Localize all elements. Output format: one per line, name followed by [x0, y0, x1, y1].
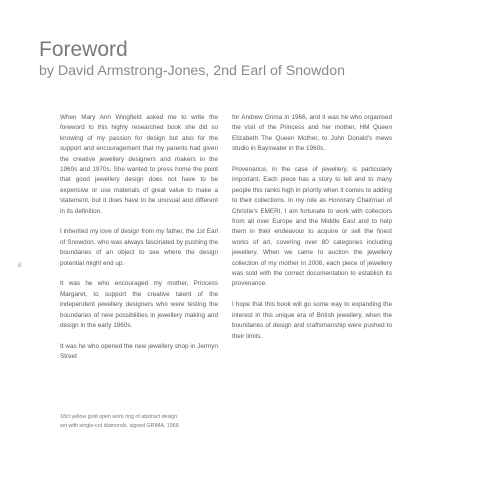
paragraph: When Mary Ann Wingfield asked me to write the foreword to this highly researched book she did so knowing of my passion for design but also for the support and encouragement that my parents had given the creative jewellery designers and makers in the 1960s and 1970s. She wanted to press home the point that good jewellery design does not have to be expensive or use materials of great value to make a statement, but it does have to be unusual and different in its definition.: [60, 114, 218, 215]
page-number: 8: [18, 262, 22, 269]
image-caption: [60, 413, 260, 431]
page-subtitle: by David Armstrong-Jones, 2nd Earl of Snowdon: [39, 63, 345, 79]
paragraph: It was he who encouraged my mother, Princess Margaret, to support the creative talent of the independent jewellery designers who were testing the boundaries of new possibilities in jewellery making and design in the early 1960s.: [60, 280, 218, 330]
paragraph: I inherited my love of design from my father, the 1st Earl of Snowdon, who was always fascinated by pushing the boundaries of an object to see where the design potential might end up.: [60, 228, 218, 267]
paragraph: I hope that this book will go some way to expanding the interest in this unique era of British jewellery, when the boundaries of design and craftsmanship were pushed to their limits.: [232, 301, 392, 340]
right-text-column: [232, 113, 392, 352]
caption-line: set with single-cut diamonds, signed GRIMA, 1968: [60, 422, 179, 429]
paragraph: It was he who opened the new jewellery shop in Jermyn Street: [60, 342, 218, 361]
caption-line: 18ct yellow gold open work ring of abstract design: [60, 414, 178, 420]
paragraph: Provenance, in the case of jewellery, is particularly important. Each piece has a story to tell and to many people this ranks high in priority when it comes to adding to their collections. In my role as Honorary Chairman of Christie's EMERI, I am fortunate to work with collectors from all over Europe and the Middle East and to help them in their endeavour to acquire or sell the finest works of art, covering over 80 categories including jewellery. When we came to auction the jewellery collection of my mother in 2006, each piece of jewellery was sold with the correct documentation to establish its provenance.: [232, 166, 392, 288]
left-text-column: [60, 113, 218, 373]
page-title: Foreword: [39, 38, 128, 61]
paragraph: for Andrew Grima in 1966, and it was he who organised the visit of the Princess and her mother, HM Queen Elizabeth The Queen Mother, to John Donald's mews studio in Bayswater in the 1960s.: [232, 114, 392, 153]
